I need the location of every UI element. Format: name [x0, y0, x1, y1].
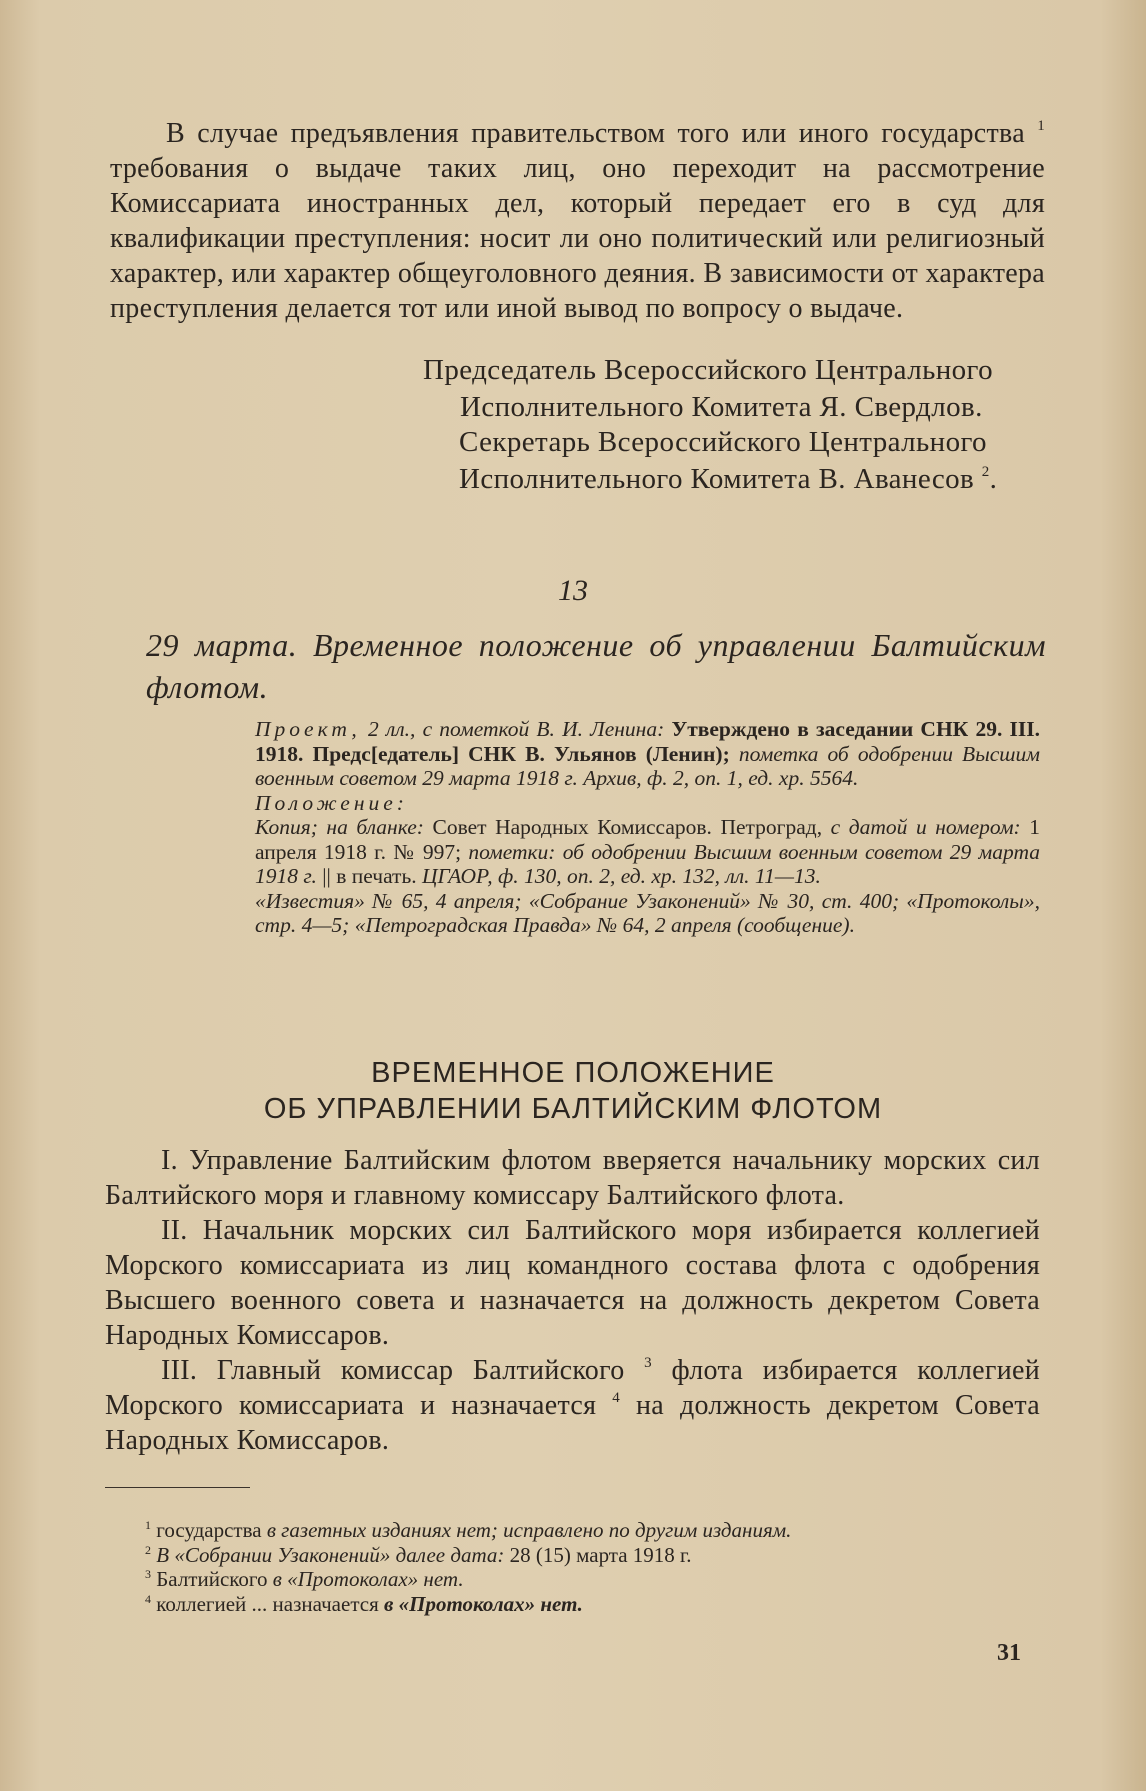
signature-secretary — [459, 424, 997, 498]
footnote-3 — [145, 1567, 1045, 1592]
archival-para-3 — [255, 815, 1040, 889]
section-3-part-b: флота избирается коллегией Морского комиссариата и назначается — [105, 1355, 1040, 1421]
footnote-2-num: 2 — [145, 1542, 151, 1557]
footnote-3-num: 3 — [145, 1567, 151, 1581]
archival-approval: Утверждено в заседании СНК 29. III. 1918. Предс[едатель] СНК В. Ульянов (Ленин); — [255, 717, 1040, 766]
heading-line1: ВРЕМЕННОЕ ПОЛОЖЕНИЕ — [371, 1057, 775, 1089]
footnote-2-tail: 28 (15) марта 1918 г. — [509, 1542, 692, 1567]
secretary-line2: Исполнительного Комитета В. Аванесов $^2$. — [459, 463, 998, 495]
footnotes — [145, 1518, 1045, 1616]
intro-text-part1: В случае предъявления правительством того или иного государства — [166, 118, 1025, 149]
document-number: 13 — [558, 574, 588, 607]
section-heading — [0, 1055, 1146, 1127]
page-number: 31 — [997, 1640, 1021, 1666]
chairman-line2: Исполнительного Комитета Я. Свердлов. — [460, 391, 983, 423]
archival-draft-label: Проект, — [255, 717, 361, 741]
footnote-1-plain: государства — [156, 1518, 262, 1542]
footnote-3-plain: Балтийского — [156, 1567, 268, 1591]
intro-text-part2: требования о выдаче таких лиц, оно переходит на рассмотрение Комиссариата иностранных дел, который передает его в суд для квалификации преступления: носит ли оно политический или религиозный характер, или характер общеуголовного деяния. В зависимости от характера преступления делается тот или иной вывод по вопросу о выдаче. — [110, 153, 1045, 324]
footnote-ref-3: 3 — [644, 1355, 652, 1371]
archival-note — [255, 717, 1040, 938]
document-title: 29 марта. Временное положение об управлении Балтийским флотом. — [146, 627, 1046, 705]
footnote-4-plain: коллегией ... назначается — [156, 1591, 379, 1616]
archival-draft-desc: 2 лл., с пометкой В. И. Ленина: — [360, 717, 672, 741]
footnote-3-italic: в «Протоколах» нет. — [267, 1567, 464, 1591]
section-2: II. Начальник морских сил Балтийского моря избирается коллегией Морского комиссариата из лиц командного состава флота с одобрения Высшего военного совета и назначается на должность декретом Совета Народных Комиссаров. — [105, 1215, 1040, 1351]
section-3 — [105, 1353, 1040, 1458]
regulation-body — [105, 1143, 1040, 1458]
footnote-ref-1: 1 — [1037, 118, 1045, 134]
archival-copy-date-label: с датой и номером: — [822, 815, 1030, 839]
chairman-line1: Председатель Всероссийского Центрального — [423, 354, 994, 386]
archival-copy-date: 1 апреля 1918 г. № 997; — [255, 815, 1040, 864]
section-3-part-a: III. Главный комиссар Балтийского — [161, 1355, 625, 1386]
footnote-ref-4: 4 — [612, 1390, 621, 1406]
archival-copy-label: Копия; на бланке: — [255, 815, 433, 839]
footnote-4 — [145, 1592, 1045, 1617]
archival-copy-marks: пометки: об одобрении Высшим военным советом 29 марта 1918 г. — [255, 839, 1040, 888]
footnote-1-num: 1 — [145, 1518, 151, 1532]
footnote-2 — [145, 1543, 1045, 1568]
archival-copy-letterhead: Совет Народных Комиссаров. Петроград, — [432, 815, 823, 839]
signature-chairman — [423, 352, 993, 426]
archival-copy-print: || в печать. — [322, 864, 417, 888]
footnote-4-num: 4 — [145, 1591, 151, 1606]
footnote-ref-2: 2 — [981, 464, 990, 480]
archival-draft-source: пометка об одобрении Высшим военным советом 29 марта 1918 г. Архив, ф. 2, оп. 1, ед. хр. 5564. — [255, 741, 1040, 790]
intro-paragraph — [110, 116, 1045, 326]
archival-para-1 — [255, 717, 1040, 791]
section-3-part-c: на должность декретом Совета Народных Комиссаров. — [105, 1390, 1040, 1456]
archival-para-4: «Известия» № 65, 4 апреля; «Собрание Узаконений» № 30, ст. 400; «Протоколы», стр. 4—5; «Петроградская Правда» № 64, 2 апреля (сообщение). — [255, 888, 1040, 937]
footnote-2-italic: В «Собрании Узаконений» далее дата: — [156, 1542, 510, 1567]
secretary-line1: Секретарь Всероссийского Центрального — [459, 426, 987, 458]
archival-copy-source: ЦГАОР, ф. 130, оп. 2, ед. хр. 132, лл. 11—13. — [416, 864, 821, 888]
footnote-4-italic: в «Протоколах» нет. — [378, 1591, 583, 1616]
section-1: I. Управление Балтийским флотом вверяется начальнику морских сил Балтийского моря и главному комиссару Балтийского флота. — [105, 1145, 1040, 1211]
heading-line2: ОБ УПРАВЛЕНИИ БАЛТИЙСКИМ ФЛОТОМ — [263, 1093, 883, 1125]
archival-para-2: Положение: — [255, 790, 408, 815]
secretary-line2-text: Исполнительного Комитета В. Аванесов — [459, 463, 975, 495]
footnote-divider — [105, 1487, 250, 1488]
footnote-1 — [145, 1518, 1045, 1543]
footnote-1-italic: в газетных изданиях нет; исправлено по другим изданиям. — [261, 1518, 792, 1542]
